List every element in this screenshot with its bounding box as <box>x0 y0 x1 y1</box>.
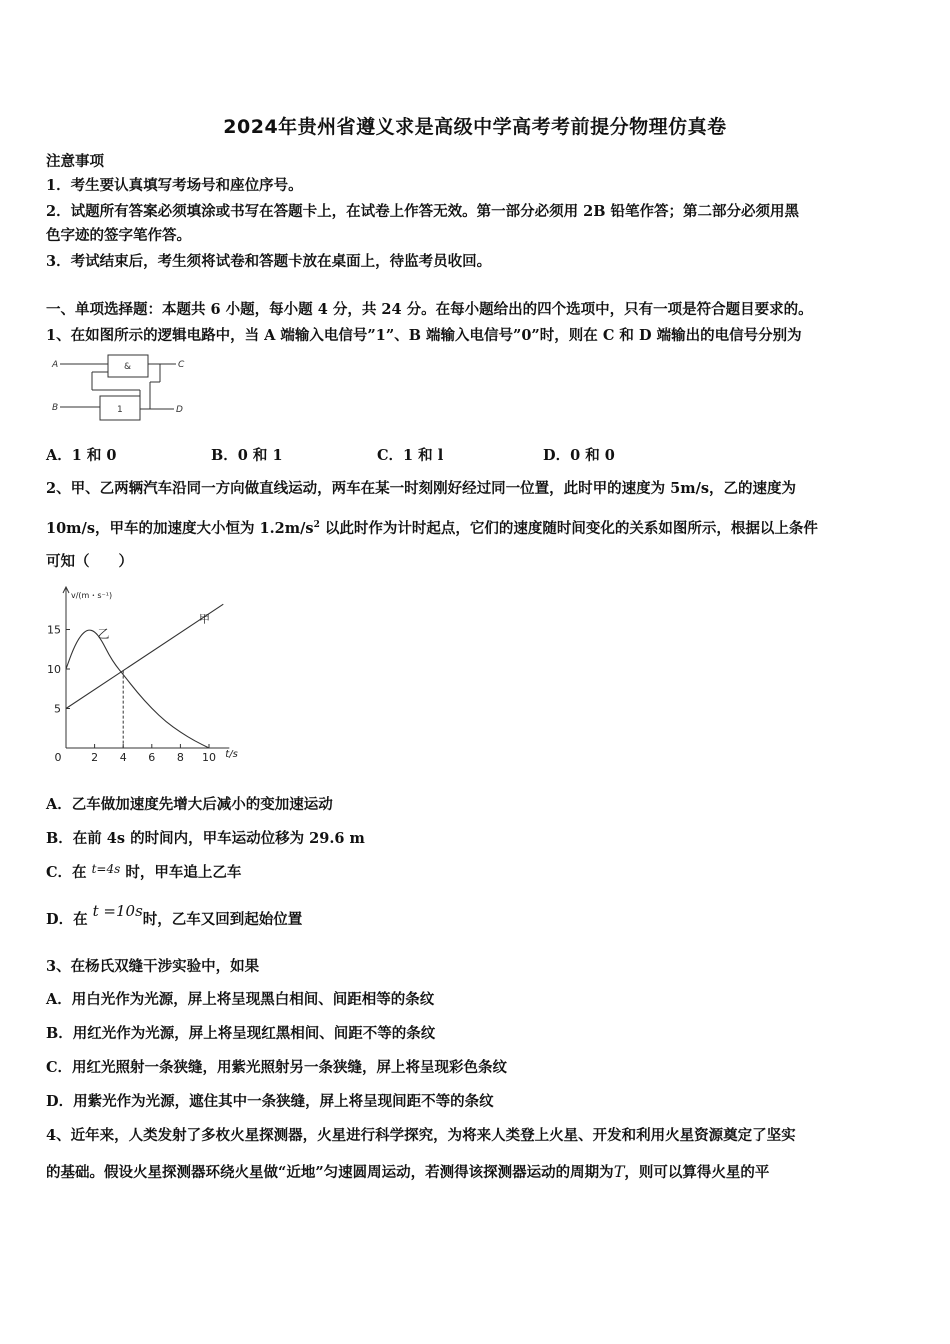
series-label-yi: 乙 <box>97 627 110 642</box>
y-tick-label: 15 <box>47 623 61 637</box>
question-3-option-b: B．用红光作为光源，屏上将呈现红黑相间、间距不等的条纹 <box>46 1025 436 1042</box>
math-expression: T <box>613 1162 625 1181</box>
q4-text: 的基础。假设火星探测器环绕火星做“近地”匀速圆周运动，若测得该探测器运动的周期为 <box>46 1164 614 1181</box>
logic-circuit-diagram <box>50 352 190 430</box>
math-expression: t=4s <box>91 862 121 876</box>
x-tick-label: 4 <box>119 751 127 762</box>
section-heading: 一、单项选择题：本题共 6 小题，每小题 4 分，共 24 分。在每小题给出的四个选项中，只有一项是符合题目要求的。 <box>46 301 813 318</box>
option-text: D．在 <box>46 911 93 928</box>
notice-heading: 注意事项 <box>46 153 104 170</box>
or-gate-symbol: 1 <box>117 405 123 415</box>
y-tick-label: 5 <box>54 702 61 716</box>
y-axis-label: v/(m・s⁻¹) <box>71 591 113 600</box>
x-tick-label: 0 <box>54 751 62 762</box>
q2-text: 10m/s，甲车的加速度大小恒为 1.2m/s <box>46 519 314 537</box>
question-2-option-c <box>46 863 908 883</box>
question-2-option-a: A．乙车做加速度先增大后减小的变加速运动 <box>46 796 333 813</box>
question-3-option-c: C．用红光照射一条狭缝，用紫光照射另一条狭缝，屏上将呈现彩色条纹 <box>46 1059 508 1076</box>
q2-exponent: 2 <box>313 520 320 530</box>
question-2-line <box>46 515 908 539</box>
option-text: 时，乙车又回到起始位置 <box>142 911 303 928</box>
x-tick-label: 6 <box>148 751 156 762</box>
q4-text: ，则可以算得火星的平 <box>624 1164 770 1181</box>
math-expression: t =10s <box>92 902 143 920</box>
notice-item: 色字迹的签字笔作答。 <box>46 227 191 244</box>
option-text: 时，甲车追上乙车 <box>120 864 242 881</box>
option-text: C．在 <box>46 864 92 881</box>
terminal-d-label: D <box>176 405 183 415</box>
question-2-line: 2、甲、乙两辆汽车沿同一方向做直线运动，两车在某一时刻刚好经过同一位置，此时甲的速度为 5m/s，乙的速度为 <box>46 480 797 497</box>
terminal-a-label: A <box>52 360 59 370</box>
and-gate-symbol: & <box>124 362 132 372</box>
notice-item: 3．考试结束后，考生须将试卷和答题卡放在桌面上，待监考员收回。 <box>46 253 492 270</box>
terminal-c-label: C <box>178 360 185 370</box>
option-c: C．1 和 l <box>377 447 444 464</box>
x-tick-label: 2 <box>91 751 99 762</box>
y-tick-label: 10 <box>47 663 61 676</box>
notice-item: 1．考生要认真填写考场号和座位序号。 <box>46 177 303 194</box>
question-1-stem: 1、在如图所示的逻辑电路中，当 A 端输入电信号”1”、B 端输入电信号”0”时，则在 C 和 D 端输出的电信号分别为 <box>46 327 802 344</box>
series-label-jia: 甲 <box>198 612 210 626</box>
x-tick-label: 8 <box>176 751 184 762</box>
notice-item: 2．试题所有答案必须填涂或书写在答题卡上，在试卷上作答无效。第一部分必须用 2B 铅笔作答；第二部分必须用黑 <box>46 203 800 220</box>
page-title: 2024年贵州省遵义求是高级中学高考考前提分物理仿真卷 <box>223 116 727 138</box>
option-b: B．0 和 1 <box>211 447 283 464</box>
terminal-b-label: B <box>52 403 59 413</box>
q2-text: 以此时作为计时起点，它们的速度随时间变化的关系如图所示，根据以上条件 <box>319 519 818 537</box>
question-4-line: 4、近年来，人类发射了多枚火星探测器，火星进行科学探究，为将来人类登上火星、开发和利用火星资源奠定了坚实 <box>46 1127 796 1144</box>
question-2-option-d <box>46 902 908 930</box>
question-2-option-b: B．在前 4s 的时间内，甲车运动位移为 29.6 m <box>46 830 365 847</box>
option-a: A．1 和 0 <box>46 447 117 464</box>
question-1-options <box>46 444 615 465</box>
question-3-stem: 3、在杨氏双缝干涉实验中，如果 <box>46 958 260 975</box>
question-3-option-a: A．用白光作为光源，屏上将呈现黑白相间、间距相等的条纹 <box>46 991 435 1008</box>
question-3-option-d: D．用紫光作为光源，遮住其中一条狭缝，屏上将呈现间距不等的条纹 <box>46 1093 494 1110</box>
option-d: D．0 和 0 <box>543 447 615 464</box>
question-2-line: 可知（ ） <box>46 553 133 570</box>
series-line-yi <box>66 630 209 748</box>
question-4-line <box>46 1162 908 1183</box>
x-tick-label: 10 <box>202 751 216 762</box>
velocity-time-chart <box>44 584 254 762</box>
x-axis-label: t/s <box>225 749 238 760</box>
